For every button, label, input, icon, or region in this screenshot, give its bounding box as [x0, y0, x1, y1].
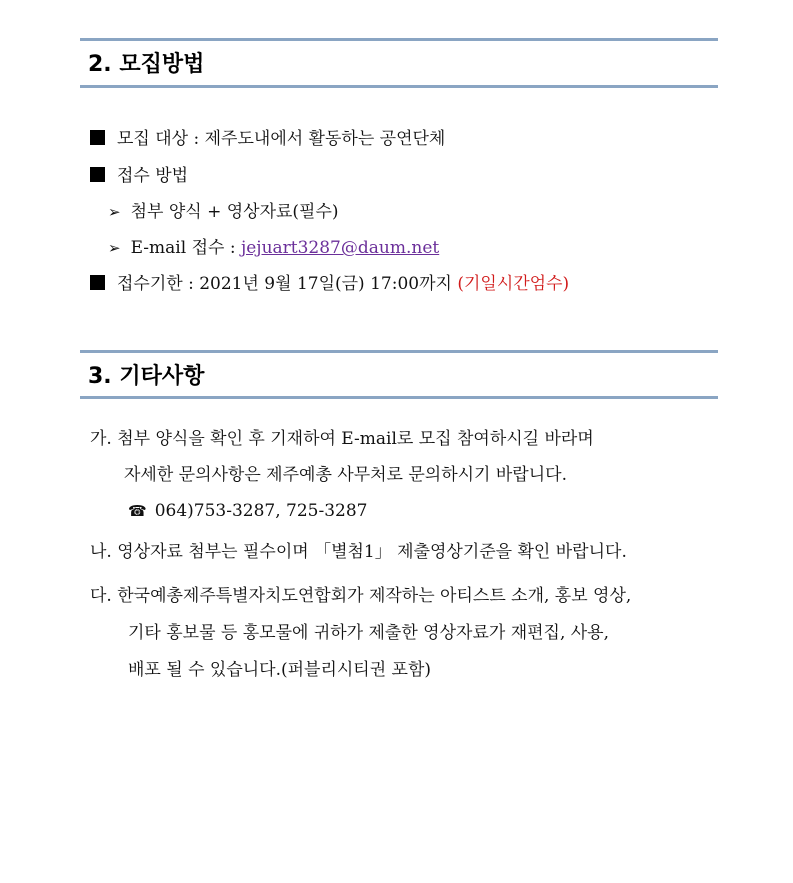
submission-method-text: 접수 방법	[117, 166, 189, 186]
telephone-icon: ☎	[128, 502, 147, 520]
section-3-header	[80, 350, 718, 399]
deadline-emphasis: (기일시간엄수)	[457, 274, 570, 294]
section-2-title: 2. 모집방법	[88, 51, 205, 77]
arrow-bullet-icon: ➢	[108, 203, 121, 221]
deadline-item	[90, 273, 569, 295]
section-2-header	[80, 38, 718, 88]
deadline-text: 접수기한 : 2021년 9월 17일(금) 17:00까지	[117, 274, 458, 294]
phone-number: 064)753-3287, 725-3287	[154, 501, 368, 521]
email-item	[108, 237, 439, 259]
note-ga-line-1: 가. 첨부 양식을 확인 후 기재하여 E-mail로 모집 참여하시길 바라며	[90, 429, 594, 449]
note-da-line-2: 기타 홍보물 등 홍모물에 귀하가 제출한 영상자료가 재편집, 사용,	[128, 623, 610, 643]
note-ga-line-2: 자세한 문의사항은 제주예총 사무처로 문의하시기 바랍니다.	[124, 465, 567, 485]
note-da-line-1: 다. 한국예총제주특별자치도연합회가 제작하는 아티스트 소개, 홍보 영상,	[90, 586, 632, 606]
note-da-line-3: 배포 될 수 있습니다.(퍼블리시티권 포함)	[128, 660, 432, 680]
square-bullet-icon	[90, 275, 105, 290]
attachment-item	[108, 201, 339, 223]
note-na: 나. 영상자료 첨부는 필수이며 「별첨1」 제출영상기준을 확인 바랍니다.	[90, 542, 627, 562]
recruit-target-text: 모집 대상 : 제주도내에서 활동하는 공연단체	[117, 129, 446, 149]
attachment-text: 첨부 양식 + 영상자료(필수)	[130, 202, 339, 222]
arrow-bullet-icon: ➢	[108, 239, 121, 257]
submission-method-item	[90, 165, 188, 187]
email-link[interactable]: jejuart3287@daum.net	[240, 238, 440, 258]
square-bullet-icon	[90, 167, 105, 182]
square-bullet-icon	[90, 130, 105, 145]
email-label: E-mail 접수 :	[130, 238, 241, 258]
phone-line	[128, 500, 368, 522]
section-3-title: 3. 기타사항	[88, 363, 205, 389]
recruit-target-item	[90, 128, 445, 150]
